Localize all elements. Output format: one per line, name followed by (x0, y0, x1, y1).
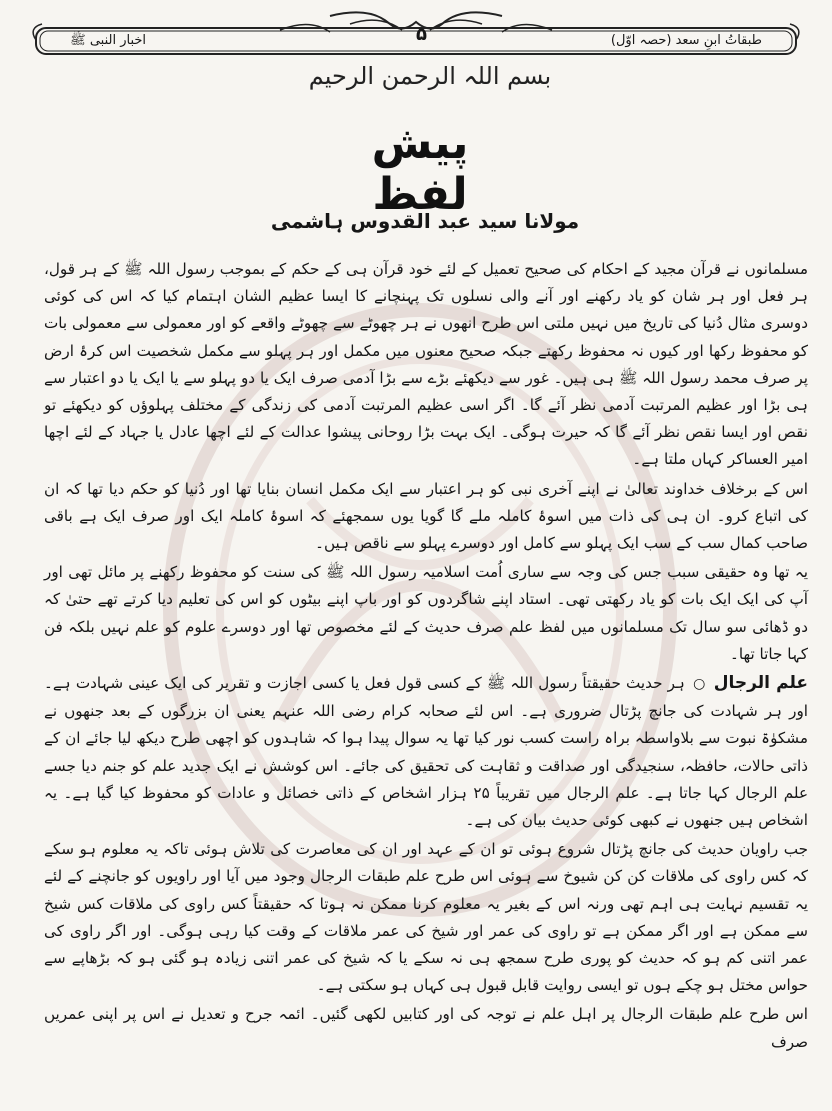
page-number: ۵ (416, 24, 427, 45)
header-left-text: اخبار النبی ﷺ (70, 33, 147, 48)
rijal-paragraph (44, 670, 808, 834)
paragraph-2: اس کے برخلاف خداوند تعالیٰ نے اپنے آخری نبی کو ہر اعتبار سے ایک مکمل انسان بنایا تھا اور دُنیا کو حکم دیا تھا کہ ان کی اتباع کرو۔ ان ہی کی ذات میں اسوۂ کاملہ ملے گا گویا یوں سمجھئے کہ اسوۂ کاملہ ایک اور صرف ایک ہے باقی صاحب کمال سب کے سب ایک پہلو سے کامل اور دوسرے پہلو سے ناقص ہیں۔ (44, 479, 808, 553)
paragraph-6: اس طرح علم طبقات الرجال پر اہل علم نے توجہ کی اور کتابیں لکھی گئیں۔ ائمہ جرح و تعدیل نے اس پر اپنی عمریں صرف (44, 1005, 808, 1051)
paragraph-5: جب راویان حدیث کی جانچ پڑتال شروع ہوئی تو ان کے عہد اور ان کی معاصرت کی تلاش ہوئی تاکہ یہ معلوم ہو سکے کہ کس راوی کی ملاقات کن کن شیوخ سے ہوئی اس طرح علم طبقات الرجال وجود میں آیا اور راویوں کو جانچنے کے لئے یہ تقسیم نہایت ہی اہم تھی ورنہ اس کے بغیر یہ معلوم کرنا ممکن نہ ہوتا کہ حقیقتاً کس راوی کی ملاقات کس شیخ سے ممکن ہے اور اگر ممکن ہے تو راوی کی عمر اور شیخ کی عمر ملاقات کے وقت کیا رہی ہوگی۔ اور اگر راوی کی عمر اتنی کم ہو کہ حدیث کو پوری طرح سمجھ ہی نہ سکے یا کہ شیخ کی عمر اتنی زیادہ ہو گئی ہو کہ بڑھاپے سے حواس مختل ہو چکے ہوں تو ایسی روایت قابل قبول ہی کہاں ہو سکتی ہے۔ (44, 840, 808, 995)
body-text (44, 256, 808, 1056)
author-name: مولانا سید عبد القدوس ہاشمی (270, 209, 580, 233)
rijal-text: ہر حدیث حقیقتاً رسول اللہ ﷺ کے کسی قول فعل یا کسی اجازت و تقریر کی ایک عینی شہادت ہے۔ اور ہر شہادت کی جانچ پڑتال ضروری ہے۔ اس لئے صحابہ کرام رضی اللہ عنہم یعنی ان بزرگوں کے بعد جنھوں نے مشکوٰۃ نبوت سے بلاواسطہ براہ راست کسب نور کیا تھا یہ سوال پیدا ہوا کہ شاہدوں کو اچھی طرح دیکھ لیا جائے ان کے ذاتی حالات، حافظہ، سنجیدگی اور صداقت و ثقاہت کی تحقیق کی جائے۔ اس کوشش نے ایک جدید علم کو جنم دیا جسے علم الرجال کہا جاتا ہے۔ علم الرجال میں تقریباً ۲۵ ہزار اشخاص کے ذاتی خصائل و عادات کو محفوظ کیا گیا ہے۔ یہ اشخاص ہیں جنھوں نے کبھی کوئی حدیث بیان کی ہے۔ (44, 674, 809, 830)
bismillah-calligraphy: بسم اللہ الرحمن الرحیم (308, 62, 552, 90)
page-header (30, 10, 802, 58)
paragraph-3: یہ تھا وہ حقیقی سبب جس کی وجہ سے ساری اُمت اسلامیہ رسول اللہ ﷺ کی سنت کو محفوظ رکھنے پر مائل تھی اور آپ کی ایک ایک بات کو یاد رکھتی تھی۔ استاد اپنے شاگردوں کو اور باپ اپنے بیٹوں کو اس کی تعلیم دیا کرتے تھے حتیٰ کہ دو ڈھائی سو سال تک مسلمانوں میں لفظ علم صرف حدیث کے لئے مخصوص تھا اور دوسرے علوم کو علم نہیں بلکہ فن کہا جاتا تھا۔ (44, 563, 808, 663)
paragraph-1: مسلمانوں نے قرآن مجید کے احکام کی صحیح تعمیل کے لئے خود قرآن ہی کے حکم کے بموجب رسول اللہ ﷺ کے ہر قول، ہر فعل اور ہر شان کو یاد رکھنے اور آنے والی نسلوں تک پہنچانے کا ایسا عظیم الشان اہتمام کیا کہ اس کی کوئی دوسری مثال دُنیا کی تاریخ میں نہیں ملتی اس طرح انھوں نے ہر چھوٹے سے چھوٹے واقعے کو اور معمولی سے معمولی بات کو محفوظ رکھا اور کیوں نہ محفوظ رکھتے جبکہ صحیح معنوں میں مکمل اور ہر پہلو سے مکمل شخصیت اس کرۂ ارض پر صرف محمد رسول اللہ ﷺ ہی ہیں۔ غور سے دیکھئے بڑے سے بڑا آدمی صرف ایک یا دو پہلو سے یا ایک یا دو اعتبار سے ہی بڑا اور عظیم المرتبت آدمی نظر آئے گا۔ اگر اسی عظیم المرتبت آدمی کی زندگی کے مختلف پہلوؤں کو دیکھئے تو نقص اور ایسا نقص نظر آئے گا کہ حیرت ہوگی۔ ایک بہت بڑا روحانی پیشوا عدالت کے لئے اچھا عادل یا جہاد کے لئے اچھا امیر العساکر کہاں ملتا ہے۔ (44, 260, 808, 469)
section-heading-rijal: علم الرجال (713, 673, 809, 694)
page-title: پیش لفظ (371, 118, 469, 220)
header-right-text: طبقاتُ ابنِ سعد (حصہ اوّل) (610, 33, 762, 48)
bullet-circle-icon: ○ (693, 676, 706, 693)
